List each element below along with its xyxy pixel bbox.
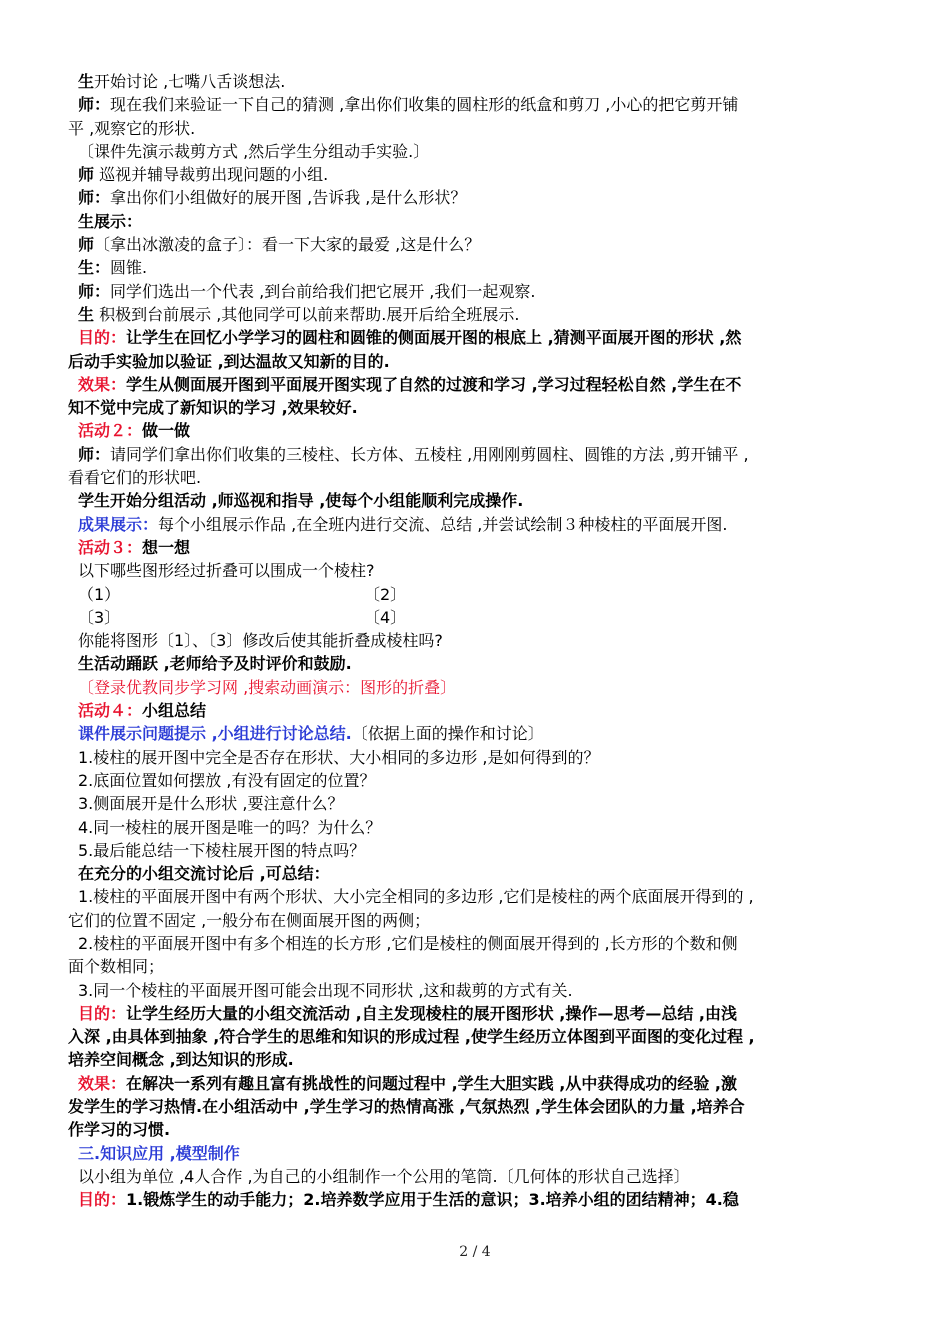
line-33: 4.同一棱柱的展开图是唯一的吗？为什么？ <box>78 817 382 837</box>
effect-label: 效果： <box>78 374 127 394</box>
purpose-label: 目的： <box>78 328 127 348</box>
figure-label-2: 〔2〕 <box>364 584 407 604</box>
speaker-label: 生： <box>78 258 111 278</box>
speaker-label: 师： <box>78 95 111 115</box>
line-45: 发学生的学习热情.在小组活动中 ,学生学习的热情高涨 ,气氛热烈 ,学生体会团队的力量 ,培养合 <box>68 1097 745 1117</box>
line-text: 1.锻炼学生的动手能力；2.培养数学应用于生活的意识；3.培养小组的团结精神；4.稳 <box>126 1190 739 1210</box>
speaker-label: 师： <box>78 188 111 208</box>
line-10 <box>68 280 890 303</box>
activity-title: 想一想 <box>142 537 191 557</box>
line-text: 〔依据上面的操作和讨论〕 <box>351 724 544 744</box>
line-19: 学生开始分组活动 ,师巡视和指导 ,使每个小组能顺利完成操作. <box>78 491 524 511</box>
line-49 <box>68 1188 890 1211</box>
speaker-label: 生 <box>78 304 95 324</box>
line-2 <box>68 93 890 116</box>
line-37: 它们的位置不固定 ,一般分布在侧面展开图的两侧； <box>68 910 431 930</box>
line-11 <box>68 303 890 326</box>
activity-label: 活动３： <box>78 537 143 557</box>
line-41 <box>68 1002 890 1025</box>
effect-label: 效果： <box>78 1073 127 1093</box>
figure-label-3: 〔3〕 <box>78 607 121 627</box>
line-38: 2.棱柱的平面展开图中有多个相连的长方形 ,它们是棱柱的侧面展开得到的 ,长方形的个数和侧 <box>78 933 738 953</box>
courseware-label: 课件展示问题提示 ,小组进行讨论总结. <box>78 724 352 744</box>
line-15: 知不觉中完成了新知识的学习 ,效果较好. <box>68 398 358 418</box>
activity-title: 做一做 <box>142 421 191 441</box>
line-20 <box>68 513 890 536</box>
activity-label: 活动４： <box>78 701 143 721</box>
result-label: 成果展示： <box>78 514 159 534</box>
line-40: 3.同一个棱柱的平面展开图可能会出现不同形状 ,这和裁剪的方式有关. <box>78 980 573 1000</box>
line-48: 以小组为单位 ,4人合作 ,为自己的小组制作一个公用的笔筒.〔几何体的形状自己选择〕 <box>78 1166 690 1186</box>
line-1 <box>68 70 890 93</box>
line-35: 在充分的小组交流讨论后 ,可总结： <box>78 864 330 884</box>
section-heading: 三.知识应用 ,模型制作 <box>78 1143 240 1163</box>
line-8 <box>68 233 890 256</box>
line-27: 〔登录优教同步学习网 ,搜索动画演示：图形的折叠〕 <box>78 677 457 697</box>
line-9 <box>68 256 890 279</box>
line-5 <box>68 163 890 186</box>
line-text: 让学生在回忆小学学习的圆柱和圆锥的侧面展开图的根底上 ,猜测平面展开图的形状 ,然 <box>126 328 742 348</box>
line-16 <box>68 419 890 442</box>
line-text: 开始讨论 ,七嘴八舌谈想法. <box>94 72 286 91</box>
line-13: 后动手实验加以验证 ,到达温故又知新的目的. <box>68 351 390 371</box>
line-31: 2.底面位置如何摆放 ,有没有固定的位置？ <box>78 770 376 790</box>
line-7: 生展示： <box>78 211 143 231</box>
line-text: 在解决一系列有趣且富有挑战性的问题过程中 ,学生大胆实践 ,从中获得成功的经验 ,激 <box>126 1073 737 1093</box>
line-text: 学生从侧面展开图到平面展开图实现了自然的过渡和学习 ,学习过程轻松自然 ,学生在不 <box>126 374 742 394</box>
page-content <box>68 70 890 1212</box>
figure-label-1: （1） <box>78 584 121 604</box>
figure-label-4: 〔4〕 <box>364 607 407 627</box>
line-42: 入深 ,由具体到抽象 ,符合学生的思维和知识的形成过程 ,使学生经历立体图到平面图的变化过程 , <box>68 1027 755 1047</box>
speaker-label: 生 <box>78 72 95 91</box>
line-text: 同学们选出一个代表 ,到台前给我们把它展开 ,我们一起观察. <box>110 281 536 301</box>
speaker-label: 师： <box>78 444 111 464</box>
line-29 <box>68 722 890 745</box>
line-24 <box>68 606 890 629</box>
line-12 <box>68 326 890 349</box>
activity-title: 小组总结 <box>142 701 207 721</box>
line-44 <box>68 1072 890 1095</box>
line-43: 培养空间概念 ,到达知识的形成. <box>68 1050 294 1070</box>
line-34: 5.最后能总结一下棱柱展开图的特点吗？ <box>78 840 366 860</box>
line-39: 面个数相同； <box>68 957 165 977</box>
page-number: 2 / 4 <box>459 1244 491 1260</box>
purpose-label: 目的： <box>78 1003 127 1023</box>
purpose-label: 目的： <box>78 1190 127 1210</box>
line-17 <box>68 443 890 466</box>
line-text: 拿出你们小组做好的展开图 ,告诉我 ,是什么形状？ <box>110 188 467 208</box>
line-46: 作学习的习惯. <box>68 1120 171 1140</box>
line-4: 〔课件先演示裁剪方式 ,然后学生分组动手实验.〕 <box>78 141 430 161</box>
line-text: 请同学们拿出你们收集的三棱柱、长方体、五棱柱 ,用刚刚剪圆柱、圆锥的方法 ,剪开铺平 , <box>110 444 749 464</box>
line-6 <box>68 186 890 209</box>
line-36: 1.棱柱的平面展开图中有两个形状、大小完全相同的多边形 ,它们是棱柱的两个底面展开得到的 , <box>78 887 754 907</box>
line-30: 1.棱柱的展开图中完全是否存在形状、大小相同的多边形 ,是如何得到的？ <box>78 747 600 767</box>
activity-label: 活动２： <box>78 421 143 441</box>
line-text: 巡视并辅导裁剪出现问题的小组. <box>94 165 329 185</box>
line-32: 3.侧面展开是什么形状 ,要注意什么？ <box>78 794 344 814</box>
speaker-label: 师： <box>78 281 111 301</box>
line-28 <box>68 699 890 722</box>
line-25: 你能将图形〔1〕、〔3〕修改后使其能折叠成棱柱吗? <box>78 631 443 651</box>
line-text: 圆锥. <box>110 258 148 278</box>
line-text: 现在我们来验证一下自己的猜测 ,拿出你们收集的圆柱形的纸盒和剪刀 ,小心的把它剪开铺 <box>110 95 739 115</box>
line-3: 平 ,观察它的形状. <box>68 118 196 138</box>
speaker-label: 师 <box>78 235 95 255</box>
line-text: 〔拿出冰激凌的盒子〕：看一下大家的最爱 ,这是什么？ <box>94 235 481 255</box>
line-text: 积极到台前展示 ,其他同学可以前来帮助.展开后给全班展示. <box>94 304 520 324</box>
line-23 <box>68 583 890 606</box>
line-18: 看看它们的形状吧. <box>68 468 202 488</box>
speaker-label: 师 <box>78 165 95 185</box>
line-21 <box>68 536 890 559</box>
line-text: 让学生经历大量的小组交流活动 ,自主发现棱柱的展开图形状 ,操作—思考—总结 ,由浅 <box>126 1003 737 1023</box>
line-text: 每个小组展示作品 ,在全班内进行交流、总结 ,并尝试绘制３种棱柱的平面展开图. <box>158 514 728 534</box>
line-14 <box>68 373 890 396</box>
line-26: 生活动踊跃 ,老师给予及时评价和鼓励. <box>78 654 352 674</box>
line-22: 以下哪些图形经过折叠可以围成一个棱柱? <box>78 561 375 581</box>
